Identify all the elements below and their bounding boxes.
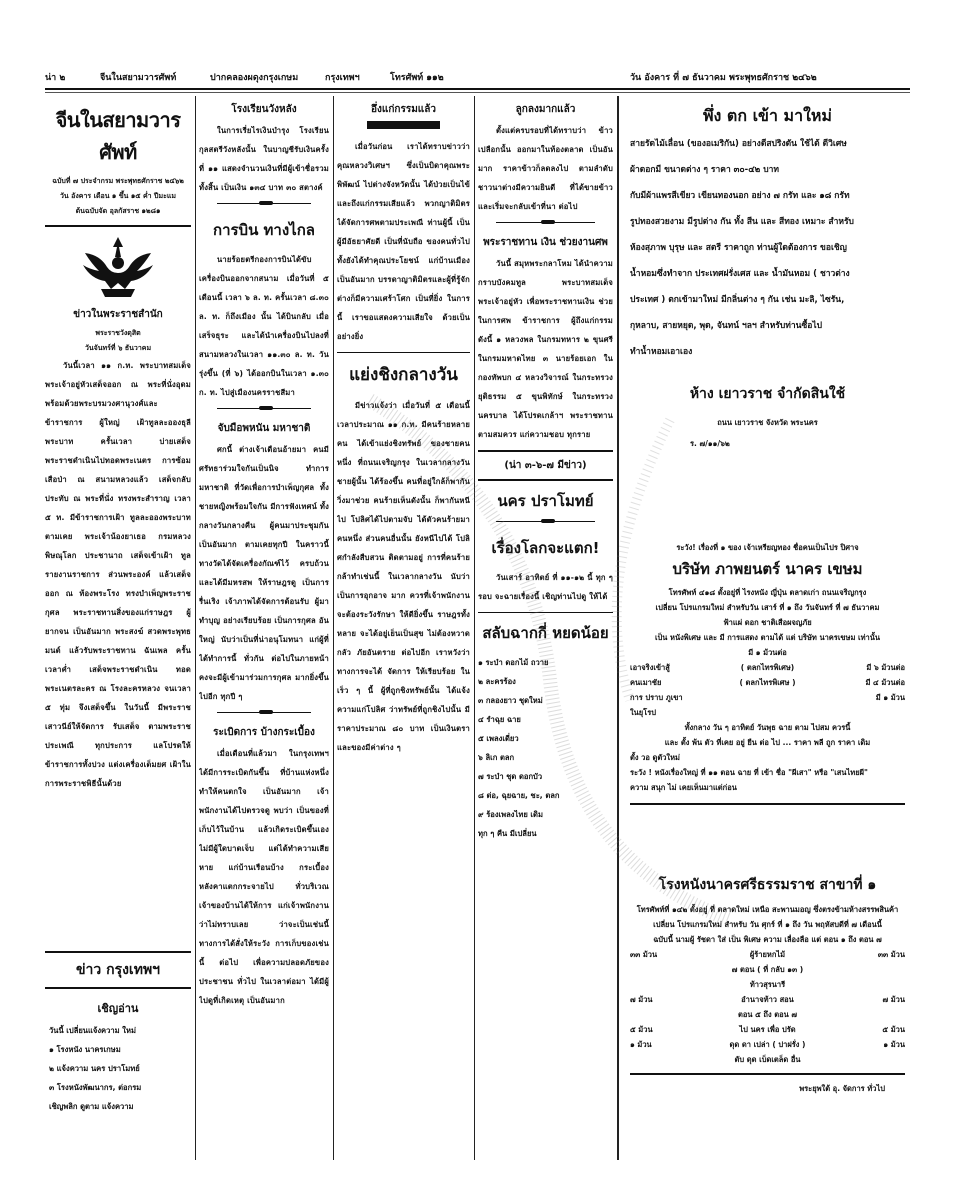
article-body: เมื่อวันก่อน เราได้ทราบข่าวว่า คุณหลวงวิเศษฯ ซึ่งเป็นบิดาคุณพระพิพัฒน์ ไปต่างจังหวัดนั้น ได้ป่วยเป็นไข้ และถึงแก่กรรมเสียแล้ว พวกญาติมิตร ได้จัดการศพตามประเพณี ท่านผู้นี้ เป็นผู้มีอัธยาศัยดี เป็นที่นับถือ ของคนทั่วไป ทั้งยังได้ทำคุณประโยชน์ แก่บ้านเมืองเป็นอันมาก บรรดาญาติมิตรและผู้ที่รู้จักต่างก็มีความเศร้าโศก เป็นที่ยิ่ง ในการนี้ เราขอแสดงความเสียใจ ด้วยเป็นอย่างยิ่ง xyxy=(337,142,470,341)
article-title: เรื่องโลกจะแตก! xyxy=(491,539,600,557)
masthead-info: ฉบับที่ ๗ ประจำกรม พระพุทธศักราช ๒๔๖๒ xyxy=(52,177,184,185)
film-title: ตับ ดุด เบ็ดเตล็ด อื่น xyxy=(734,1055,801,1064)
advert-line: น้ำหอมซึ่งทำจาก ประเทศฝรั่งเศส และ น้ำมันหอม ( ชาวต่าง xyxy=(630,269,850,279)
program-row xyxy=(630,675,905,690)
film-title xyxy=(692,690,843,720)
invite-item: เชิญพลิก ดูตาม แจ้งความ xyxy=(49,1102,134,1111)
advert-line: และ ตั้ง พ้น ตัว ที่เคย อยู่ ยืน ต่อ ไป ... ราคา พลี ถูก ราคา เดิม xyxy=(664,738,871,747)
advert-line: กับมีผ้าแพรสีเขียว เขียนทองนอก อย่าง ๗ กรัท และ ๑๘ กรัท xyxy=(630,191,850,201)
column-divider xyxy=(474,96,475,1160)
program-item: ๑ ระบำ ดอกไม้ ถวาย xyxy=(478,658,549,667)
column-1 xyxy=(45,98,191,1158)
advert-ref: ร. ๗/๑๑/๖๒ xyxy=(690,439,730,448)
invite-title: เชิญอ่าน xyxy=(97,1002,139,1015)
article-title: แย่งชิงกลางวัน xyxy=(349,365,458,385)
advert-line: ฉบับนี้ นามผู้ รัชดา ใส่ เป็น พิเศษ ความ เลื่องลือ แต่ ตอน ๑ ถึง ตอน ๗ xyxy=(653,935,882,944)
advert-line: โทรศัพท์ ๔๑๘ ตั้งอยู่ที่ ไรงหนัง ญี่ปุ่น ตลาดเก่า ถนนเจริญกรุง xyxy=(668,588,867,597)
program-row xyxy=(630,1007,905,1022)
court-news-body: วันนี้เวลา ๑๑ ก.ท. พระบาทสมเด็จ พระเจ้าอยู่หัวเสด็จออก ณ พระที่นั่งอุดม พร้อมด้วยพระบรมวงศานุวงศ์และข้าราชการ ผู้ใหญ่ เฝ้าทูลละอองธุลีพระบาท ครั้นเวลา บ่ายเสด็จพระราชดำเนินไปทอดพระเนตร การซ้อมเสือป่า ณ สนามหลวงแล้ว เสด็จกลับ ประทับ ณ พระที่นั่ง ทรงพระสำราญ เวลา ๕ ท. มีข้าราชการเฝ้า ทูลละอองพระบาท ตามเคย พระเจ้าน้องยาเธอ กรมหลวงพิษณุโลก ประชานาถ เสด็จเข้าเฝ้า ทูลรายงานราชการ ส่วนพระองค์ แล้วเสด็จออก ณ ท้องพระโรง ทรงบำเพ็ญพระราชกุศล พระราชทานสิ่งของแก่ราษฎร ผู้ยากจน เป็นอันมาก พระสงฆ์ สวดพระพุทธมนต์ แล้วรับพระราชทาน ฉันเพล ครั้นเวลาค่ำ เสด็จพระราชดำเนิน ทอดพระเนตรละคร ณ โรงละครหลวง จนเวลา ๕ ทุ่ม จึงเสด็จขึ้น ในวันนี้ มีพระราชเสาวนีย์ให้จัดการ รับเสด็จ ตามพระราชประเพณี ทุกประการ แลโปรดให้ ข้าราชการทั้งปวง แต่งเครื่องเต็มยศ เฝ้าในการพระราชพิธีนั้นด้วย xyxy=(45,361,191,788)
ornament-divider xyxy=(496,222,595,229)
advert-signature: พระยุพใต้ อุ. จัดการ ทั่วไป xyxy=(799,1084,885,1093)
article-title: การบิน ทางไกล xyxy=(212,221,315,239)
bangkok-news-title: ข่าว กรุงเทพฯ xyxy=(75,962,161,978)
reels-right: ๕ ม้วน xyxy=(882,1025,905,1034)
advert-line: เปลี่ยน โปรแกรมใหม่ สำหรับ วัน ศุกร์ ที่ ๑ ถึง วัน พฤหัสบดีที่ ๗ เดือนนี้ xyxy=(653,920,882,929)
advert-line: โทรศัพท์ที่ ๑๔๒ ตั้งอยู่ ที่ ตลาดใหม่ เหนือ สะพานมอญ ซึ่งตรงข้ามห้างสรรพสินค้า xyxy=(636,905,899,914)
reels-right: ๓๓ ม้วน xyxy=(877,950,905,959)
film-title: ผู้ร้ายหกไม้ xyxy=(749,950,786,959)
program-row xyxy=(630,1052,905,1067)
reels-left: คนเมาชัย xyxy=(630,678,662,687)
invite-item: ๑ โรงหนัง นาครเกษม xyxy=(49,1045,121,1054)
reels-right xyxy=(850,977,905,992)
article-body: ศกนี้ ต่างเจ้าเดือนอ้ายมา คนมีศรัทธาร่วมใจกันเป็นนิจ ทำการมหาชาติ ที่วัดเพื่อการบำเพ็ญกุศล ทั้งชายหญิงพร้อมใจกัน มีการฟังเทศน์ ทั้งกลางวันกลางคืน ผู้คนมาประชุมกันเป็นอันมาก ตามเคยทุกปี ในคราวนี้ ทางวัดได้จัดเครื่องกัณฑ์ไว้ ครบถ้วน และได้มีมหรสพ ให้ราษฎรดู เป็นการรื่นเริง เจ้าภาพได้จัดการต้อนรับ ผู้มาทำบุญ อย่างเรียบร้อย เป็นการกุศล อันใหญ่ นับว่าเป็นที่น่าอนุโมทนา แก่ผู้ที่ได้ทำการนี้ ทั่วกัน ต่อไปในภายหน้า คงจะมีผู้เข้ามาร่วมการกุศล มากยิ่งขึ้นไปอีก ทุกปี ๆ xyxy=(199,445,329,701)
film-title: อำนาจท้าว สอน xyxy=(741,995,794,1004)
program-item: ๖ ลิเก ตลก xyxy=(478,753,515,762)
paper-name: จีนในสยามวารศัพท์ xyxy=(100,73,177,83)
program-item: ๒ ละครร้อง xyxy=(478,677,516,686)
court-news-title: ข่าวในพระราชสำนัก xyxy=(73,309,163,320)
reels-left: การ ปราบ ภูเขา ในยุโรป xyxy=(630,693,683,717)
program-row xyxy=(630,977,905,992)
program-row xyxy=(630,690,905,720)
film-title: ไป นคร เพื่อ ปรัด xyxy=(739,1025,796,1034)
reels-left: ๑ ม้วน xyxy=(630,1040,652,1049)
reels-right: มี ๔ ม้วนต่อ xyxy=(865,678,905,687)
advert-title: โรงหนังนาครศรีธรรมราช สาขาที่ ๑ xyxy=(658,877,877,893)
advert-line: ประเทศ ) ตกเข้ามาใหม่ มีกลิ่นต่าง ๆ กัน เช่น มะลิ, ไซรัน, xyxy=(630,295,845,305)
program-item: ๕ เพลงเดี่ยว xyxy=(478,734,519,743)
program-row xyxy=(630,1022,905,1037)
article-body: วันนี้ สมุหพระกลาโหม ได้นำความกราบบังคมทูล พระบาทสมเด็จพระเจ้าอยู่หัว เพื่อพระราชทานเงิน ช่วยในการศพ ข้าราชการ ผู้ถึงแก่กรรม ดังนี้ ๑ หลวงพล ในกรมทหาร ๒ ขุนศรี ในกรมมหาดไทย ๓ นายร้อยเอก ในกองทัพบก ๔ หลวงวิจารณ์ ในกระทรวงยุติธรรม ๕ ขุนพิทักษ์ ในกระทรวงนครบาล ได้โปรดเกล้าฯ พระราชทาน ตามสมควร แก่ความชอบ ทุกราย xyxy=(478,259,613,439)
advert-line: ผ้าดอกมี ขนาดต่าง ๆ ราคา ๓๐-๔๒ บาท xyxy=(630,165,779,175)
page-header xyxy=(45,70,910,86)
advert-title: บริษัท ภาพยนตร์ นาคร เขษม xyxy=(672,560,863,578)
shop-address: ถนน เยาวราช จังหวัด พระนคร xyxy=(717,418,818,427)
ornament-divider xyxy=(217,203,311,210)
program-item: ๓ กลองยาว ชุดใหม่ xyxy=(478,696,543,705)
program-item: ๔ รำฉุย ฉาย xyxy=(478,715,521,724)
article-title: จับมือพหนัน มหาชาติ xyxy=(217,423,311,434)
column-divider xyxy=(195,96,196,1160)
program-row xyxy=(630,947,905,962)
reels-left: ๕ ม้วน xyxy=(630,1025,653,1034)
page-number: น่า ๒ xyxy=(45,73,66,83)
continued-ref: (น่า ๓-๖-๗ มีข่าว) xyxy=(504,460,587,471)
court-news-place: พระราชวังดุสิต xyxy=(95,329,141,337)
article-title: ลูกลงมากแล้ว xyxy=(515,104,576,115)
advert-line: เป็น หนังพิเศษ และ มี การแสดง ตามได้ แต่ บริษัท นาครเขษม เท่านั้น xyxy=(654,633,880,642)
reels-right: ๑ ม้วน xyxy=(883,1040,905,1049)
reels-left xyxy=(630,1007,685,1022)
advert-line: เปลี่ยน โปรแกรมใหม่ สำหรับวัน เสาร์ ที่ ๑ ถึง วันจันทร์ ที่ ๗ ธันวาคม xyxy=(655,603,880,612)
column-divider xyxy=(617,96,619,1160)
article-body: มีข่าวแจ้งว่า เมื่อวันที่ ๕ เดือนนี้ เวลาประมาณ ๑๑ ก.ท. มีคนร้ายหลายคน ได้เข้าแย่งชิงทรัพย์ ของชายคนหนึ่ง ที่ถนนเจริญกรุง ในเวลากลางวัน ชายผู้นั้น ได้ร้องขึ้น คนที่อยู่ใกล้ก็พากันวิ่งมาช่วย คนร้ายเห็นดังนั้น ก็พากันหนีไป โปลิศได้ไปตามจับ ได้ตัวคนร้ายมาคนหนึ่ง ส่วนคนอื่นนั้น ยังหนีไปได้ โปลิศกำลังสืบสวน ติดตามอยู่ การที่คนร้ายกล้าทำเช่นนี้ ในเวลากลางวัน นับว่าเป็นการอุกอาจ มาก ควรที่เจ้าพนักงาน จะต้องระวังรักษา ให้ดียิ่งขึ้น ราษฎรทั้งหลาย จะได้อยู่เย็นเป็นสุข ไม่ต้องหวาดกลัว ภัยอันตราย ต่อไปอีก เราหวังว่า ทางการจะได้ จัดการ ให้เรียบร้อย ในเร็ว ๆ นี้ ผู้ที่ถูกชิงทรัพย์นั้น ได้แจ้งความแก่โปลิศ ว่าทรัพย์ที่ถูกชิงไปนั้น มีราคาประมาณ ๘๐ บาท เป็นเงินตรา และของมีค่าต่าง ๆ xyxy=(337,401,470,752)
column-4 xyxy=(478,98,613,1158)
reels-right: มี ๑ ม้วน xyxy=(875,693,905,702)
program-item: ๙ ร้องเพลงไทย เดิม xyxy=(478,810,543,819)
reels-right: มี ๖ ม้วนต่อ xyxy=(866,663,905,672)
reels-left xyxy=(630,962,685,977)
reels-right xyxy=(850,1007,905,1022)
ornament-divider xyxy=(217,408,311,415)
advert-line: ฟ้าแผ่ ดอก ชาติเสือผจญภัย xyxy=(723,618,812,627)
article-body: ในการเรี่ยไรเงินบำรุง โรงเรียนกุลสตรีวังหลังนั้น ในบาญชีรับเงินครั้งที่ ๑๑ แสดงจำนวนเงินที่มีผู้เข้าชื่อรวมทั้งสิ้น เป็นเงิน ๑๓๔ บาท ๓๐ สตางค์ xyxy=(199,126,329,192)
advert-line: รูปทองสวยงาม มีรูปต่าง กัน ทั้ง สีน และ สีทอง เหมาะ สำหรับ xyxy=(630,217,854,227)
advert-line: ระวัง ! หนังเรื่องใหญ่ ที่ ๑๑ ตอน ฉาย ที่ เข้า ชื่อ "ผีเสา" หรือ "เสนไทยผี" xyxy=(630,768,868,777)
reels-right: ๗ ม้วน xyxy=(882,995,905,1004)
advert-line: ทั้งกลาง วัน ๆ อาทิตย์ วันพุธ ฉาย ตาม ไปสม ควรนี้ xyxy=(684,723,851,732)
article-title: ระเบิดการ บ้างกระเบื้อง xyxy=(213,727,315,738)
court-news-date: วันจันทร์ที่ ๖ ธันวาคม xyxy=(84,344,152,352)
address: ปากคลองผดุงกรุงเกษม xyxy=(210,73,299,83)
reels-left xyxy=(630,1052,685,1067)
column-3 xyxy=(337,98,470,1158)
article-title: โรงเรียนวังหลัง xyxy=(231,104,297,115)
film-title: ( ตลกไทรพิเศษ) xyxy=(740,663,795,672)
article-title: สลับฉากกี่ หยดน้อย xyxy=(482,624,609,642)
invite-intro: วันนี้ เปลี่ยนแจ้งความ ใหม่ xyxy=(49,1026,137,1035)
advert-warning: ระวัง! เรื่องที่ ๑ ของ เจ้าเหรียญทอง ชื่อคนเป็นไปร ปิศาจ xyxy=(676,543,859,552)
article-body: นายร้อยตรีกองการบินได้ขับเครื่องบินออกจากสนาม เมื่อวันที่ ๕ เดือนนี้ เวลา ๖ ล. ท. ครั้นเวลา ๘.๓๐ ล. ท. ก็ถึงเมือง นั้น ได้บินกลับ เมื่อเสร็จธุระ และได้นำเครื่องบินไปลงที่สนามหลวงในเวลา ๑๑.๓๐ ล. ท. วันรุ่งขึ้น (ที่ ๖) ได้ออกบินในเวลา ๑.๓๐ ก. ท. ไปสู่เมืองนครราชสีมา xyxy=(199,255,329,397)
reels-right xyxy=(850,1052,905,1067)
program-row xyxy=(630,1037,905,1052)
advert-line: สายรัดไม้เลื่อน (ของอเมริกัน) อย่างดีสปริงดัน ใช้ได้ ดีวิเศษ xyxy=(630,139,847,149)
article-title: พระราชทาน เงิน ช่วยงานศพ xyxy=(483,237,608,248)
black-bar xyxy=(367,121,440,129)
film-title: ท้าวสุรนารี xyxy=(749,980,786,989)
masthead-info: วัน อังคาร เดือน ๑ ขึ้น ๑๕ ค่ำ ปีมะแม xyxy=(59,192,176,200)
column-divider xyxy=(333,96,334,1160)
invite-item: ๒ แจ้งความ นคร ปราโมทย์ xyxy=(49,1064,140,1073)
article-body: ตั้งแต่ครบรอบที่ได้ทราบว่า ข้าวเปลือกนั้น ออกมาในท้องตลาด เป็นอันมาก ราคาข้าวก็ลดลงไป ตามลำดับ ชาวนาต่างมีความยินดี ที่ได้ขายข้าว และเริ่มจะกลับเข้าที่นา ต่อไป xyxy=(478,126,613,211)
film-title: ( ตลกไทรพิเศษ ) xyxy=(739,678,796,687)
column-2 xyxy=(199,98,329,1158)
advert-title: พึ่ง ตก เข้า มาใหม่ xyxy=(703,106,832,125)
program-item: ๘ ต่อ, ฉุยฉาย, ชะ, ตลก xyxy=(478,791,560,800)
advert-line: ทำน้ำหอมเอาเอง xyxy=(630,347,693,357)
article-body: เมื่อเดือนที่แล้วมา ในกรุงเทพฯ ได้มีการระเบิดกันขึ้น ที่บ้านแห่งหนึ่ง ทำให้คนตกใจ เป็นอันมาก เจ้าพนักงานได้ไปตรวจดู พบว่า เป็นของที่เก็บไว้ในบ้าน แล้วเกิดระเบิดขึ้นเอง ไม่มีผู้ใดบาดเจ็บ แต่ได้ทำความเสียหาย แก่บ้านเรือนบ้าง กระเบื้อง หลังคาแตกกระจายไป ทั่วบริเวณ เจ้าของบ้านได้ให้การ แก่เจ้าพนักงาน ว่าไม่ทราบเลย ว่าจะเป็นเช่นนี้ ทางการได้สั่งให้ระวัง การเก็บของเช่นนี้ ต่อไป เพื่อความปลอดภัยของ ประชาชน ทั่วไป ในเวลาต่อมา ได้มีผู้ไปดูที่เกิดเหตุ เป็นอันมาก xyxy=(199,749,329,1005)
advert-line: ห้องสุภาพ บุรุษ และ สตรี ราคาถูก ท่านผู้ใดต้องการ ขอเชิญ xyxy=(630,243,847,253)
garuda-emblem-icon xyxy=(45,233,191,301)
advert-line: ความ สนุก ไม่ เคยเห็นมาแต่ก่อน xyxy=(630,783,737,792)
advert-line: มี ๑ ม้วนต่อ xyxy=(748,648,787,657)
masthead: จีนในสยามวารศัพท์ xyxy=(55,108,181,164)
film-title: ๗ ตอน ( ที่ กลับ ๑๓ ) xyxy=(731,965,804,974)
advert-line: ตั้ง วอ ดูตัวใหม่ xyxy=(630,753,680,762)
reels-left: ๓๓ ม้วน xyxy=(630,950,658,959)
masthead-info: ต้นฉบับจัด อุลกัสราช ๑๒๘๑ xyxy=(75,207,161,215)
advert-line: กุหลาบ, สายหยุด, พุด, จันทน์ ฯลฯ สำหรับท่านซื้อไป xyxy=(630,321,822,331)
reels-left xyxy=(630,977,685,992)
program-list xyxy=(478,653,613,843)
shop-name: ห้าง เยาวราช จำกัดสินใช้ xyxy=(689,386,846,402)
program-item: ทุก ๆ คืน มีเปลี่ยน xyxy=(478,829,537,838)
article-body: วันเสาร์ อาทิตย์ ที่ ๑๑-๑๒ นี้ ทุก ๆ รอบ จะฉายเรื่องนี้ เชิญท่านไปดู ให้ได้ xyxy=(478,573,613,601)
program-row xyxy=(630,992,905,1007)
reels-left: เอาจริงเข้าสู้ xyxy=(630,663,670,672)
advert-perfume xyxy=(630,98,905,451)
ornament-divider xyxy=(496,521,595,528)
film-title: ตอน ๕ ถึง ตอน ๗ xyxy=(738,1010,797,1019)
phone: โทรศัพท์ ๑๑๒ xyxy=(390,73,444,83)
city: กรุงเทพฯ xyxy=(325,73,360,83)
header-rule-thin xyxy=(45,92,910,93)
advert-cinema-nakhon-kasem xyxy=(630,540,905,811)
ornament-divider xyxy=(217,712,311,719)
article-title: อึ่งแก่กรรมแล้ว xyxy=(371,104,436,115)
program-item: ๗ ระบำ ชุด ดอกบัว xyxy=(478,772,543,781)
film-title: ดุด ดา เปล่า ( ปาฝรั่ง ) xyxy=(729,1040,806,1049)
article-title: นคร ปราโมทย์ xyxy=(497,492,594,510)
issue-date: วัน อังคาร ที่ ๗ ธันวาคม พระพุทธศักราช ๒๔๖๒ xyxy=(630,73,817,83)
header-rule xyxy=(45,88,910,90)
program-row xyxy=(630,660,905,675)
reels-right xyxy=(850,962,905,977)
program-row xyxy=(630,962,905,977)
advert-cinema-nakhon-sri xyxy=(630,870,905,1096)
invite-item: ๓ โรงหนังพัฒนากร, ต่อกรม xyxy=(49,1083,142,1092)
reels-left: ๗ ม้วน xyxy=(630,995,653,1004)
